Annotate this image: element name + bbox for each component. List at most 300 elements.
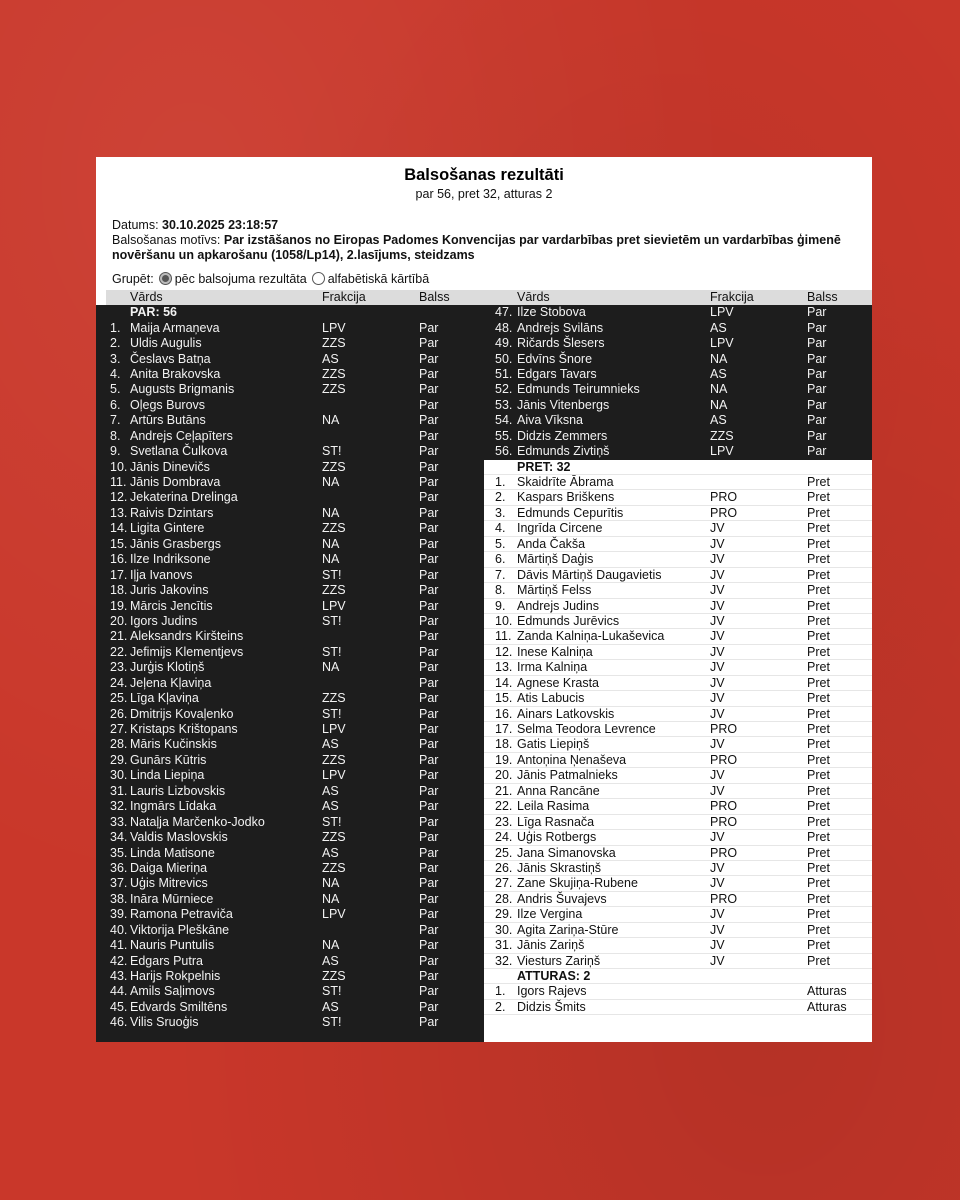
member-faction: ZZS bbox=[322, 860, 346, 875]
member-faction: ZZS bbox=[710, 428, 734, 443]
group-title-text: PAR: 56 bbox=[130, 305, 178, 320]
member-vote: Par bbox=[419, 722, 439, 736]
member-vote: Atturas bbox=[807, 999, 847, 1014]
member-vote: Par bbox=[419, 691, 439, 706]
table-row bbox=[484, 429, 872, 444]
group-label: Grupēt: bbox=[112, 271, 154, 286]
member-faction: ZZS bbox=[322, 752, 346, 767]
table-row bbox=[106, 938, 484, 953]
group-title-text: ATTURAS: 2 bbox=[517, 969, 591, 983]
table-row bbox=[484, 923, 872, 938]
table-row bbox=[484, 367, 872, 382]
radio-by-result-label[interactable]: pēc balsojuma rezultāta bbox=[174, 271, 307, 286]
vote-motive bbox=[112, 233, 856, 263]
table-row bbox=[484, 984, 872, 999]
table-row bbox=[106, 907, 484, 922]
results-column-right bbox=[484, 290, 872, 1015]
member-vote: Par bbox=[807, 366, 827, 381]
member-name: Daiga Mieriņa bbox=[130, 860, 208, 875]
row-number: 7. bbox=[495, 567, 506, 582]
member-name: Agnese Krasta bbox=[517, 675, 599, 690]
row-number: 12. bbox=[495, 644, 513, 659]
member-name: Edmunds Jurēvics bbox=[517, 613, 620, 628]
member-name: Jeļena Kļaviņa bbox=[130, 675, 212, 690]
member-faction: ZZS bbox=[322, 366, 346, 381]
member-name: Irma Kalniņa bbox=[517, 660, 588, 675]
table-row bbox=[484, 537, 872, 552]
row-number: 29. bbox=[495, 907, 513, 922]
table-row bbox=[484, 707, 872, 722]
member-vote: Pret bbox=[807, 490, 830, 505]
member-faction: JV bbox=[710, 876, 725, 891]
member-vote: Par bbox=[419, 752, 439, 767]
row-number: 13. bbox=[495, 660, 513, 675]
row-number: 17. bbox=[495, 722, 513, 736]
member-name: Valdis Maslovskis bbox=[130, 830, 228, 845]
table-row bbox=[106, 521, 484, 536]
member-vote: Par bbox=[419, 938, 439, 953]
row-number: 25. bbox=[110, 691, 128, 706]
member-vote: Pret bbox=[807, 567, 830, 582]
member-name: Didzis Šmits bbox=[517, 999, 586, 1014]
member-vote: Pret bbox=[807, 814, 830, 829]
table-row bbox=[106, 861, 484, 876]
member-name: Harijs Rokpelnis bbox=[130, 969, 221, 983]
member-faction: JV bbox=[710, 536, 725, 551]
par-list-left bbox=[106, 305, 484, 1031]
table-row bbox=[106, 382, 484, 397]
member-name: Antoņina Ņenaševa bbox=[517, 752, 627, 767]
member-vote: Par bbox=[807, 305, 827, 320]
row-number: 38. bbox=[110, 891, 128, 906]
member-vote: Par bbox=[419, 814, 439, 829]
table-row bbox=[106, 444, 484, 459]
member-name: Selma Teodora Levrence bbox=[517, 722, 656, 736]
member-faction: JV bbox=[710, 660, 725, 675]
row-number: 24. bbox=[110, 675, 128, 690]
member-vote: Par bbox=[419, 505, 439, 520]
row-number: 1. bbox=[110, 320, 121, 335]
results-column-left bbox=[106, 290, 484, 1031]
member-name: Andrejs Judins bbox=[517, 598, 599, 613]
member-name: Kaspars Briškens bbox=[517, 490, 615, 505]
member-vote: Par bbox=[419, 336, 439, 351]
row-number: 22. bbox=[110, 644, 128, 659]
member-faction: JV bbox=[710, 783, 725, 798]
table-row bbox=[106, 923, 484, 938]
member-name: Mārcis Jencītis bbox=[130, 598, 213, 613]
member-name: Jana Simanovska bbox=[517, 845, 616, 860]
table-row bbox=[106, 676, 484, 691]
member-faction: PRO bbox=[710, 891, 738, 906]
row-number: 6. bbox=[110, 397, 121, 412]
member-faction: ZZS bbox=[322, 969, 346, 983]
member-vote: Pret bbox=[807, 583, 830, 598]
member-faction: NA bbox=[322, 413, 340, 428]
member-faction: LPV bbox=[710, 444, 734, 459]
member-vote: Par bbox=[419, 1015, 439, 1030]
row-number: 39. bbox=[110, 907, 128, 922]
member-faction: JV bbox=[710, 768, 725, 783]
member-vote: Par bbox=[419, 444, 439, 459]
radio-alphabetical[interactable] bbox=[312, 272, 325, 285]
member-faction: ZZS bbox=[322, 521, 346, 536]
member-faction: AS bbox=[322, 799, 339, 814]
member-name: Ināra Mūrniece bbox=[130, 891, 214, 906]
table-row bbox=[106, 321, 484, 336]
date-value: 30.10.2025 23:18:57 bbox=[162, 218, 279, 232]
member-vote: Par bbox=[419, 366, 439, 381]
member-name: Jānis Grasbergs bbox=[130, 536, 222, 551]
motive-label: Balsošanas motīvs: bbox=[112, 233, 221, 247]
member-vote: Par bbox=[419, 860, 439, 875]
member-vote: Par bbox=[419, 598, 439, 613]
member-faction: NA bbox=[322, 876, 340, 891]
member-name: Iļja Ivanovs bbox=[130, 567, 193, 582]
table-row bbox=[484, 938, 872, 953]
table-row bbox=[106, 876, 484, 891]
row-number: 42. bbox=[110, 953, 128, 968]
table-row bbox=[484, 583, 872, 598]
member-name: Maija Armaņeva bbox=[130, 320, 220, 335]
results-table bbox=[106, 290, 872, 1042]
table-row bbox=[484, 676, 872, 691]
table-row bbox=[106, 737, 484, 752]
group-title bbox=[484, 460, 872, 475]
row-number: 30. bbox=[495, 922, 513, 937]
member-name: Edgars Putra bbox=[130, 953, 203, 968]
table-row bbox=[106, 815, 484, 830]
member-name: Jekaterina Drelinga bbox=[130, 490, 238, 505]
member-faction: JV bbox=[710, 953, 725, 968]
member-name: Nauris Puntulis bbox=[130, 938, 215, 953]
member-vote: Pret bbox=[807, 907, 830, 922]
member-faction: NA bbox=[322, 536, 340, 551]
member-vote: Par bbox=[419, 475, 439, 489]
member-name: Ramona Petraviča bbox=[130, 907, 233, 922]
member-vote: Par bbox=[419, 536, 439, 551]
member-faction: ST! bbox=[322, 814, 342, 829]
row-number: 10. bbox=[495, 613, 513, 628]
member-name: Edmunds Cepurītis bbox=[517, 505, 624, 520]
table-row bbox=[106, 892, 484, 907]
member-vote: Par bbox=[419, 799, 439, 814]
member-vote: Pret bbox=[807, 722, 830, 736]
member-vote: Par bbox=[419, 737, 439, 752]
row-number: 15. bbox=[110, 536, 128, 551]
table-row bbox=[484, 876, 872, 891]
member-name: Dmitrijs Kovaļenko bbox=[130, 706, 234, 721]
table-row bbox=[106, 707, 484, 722]
table-row bbox=[484, 753, 872, 768]
member-name: Svetlana Čulkova bbox=[130, 444, 228, 459]
member-name: Anita Brakovska bbox=[130, 366, 221, 381]
member-name: Česlavs Batņa bbox=[130, 351, 211, 366]
member-name: Leila Rasima bbox=[517, 799, 590, 814]
row-number: 28. bbox=[110, 737, 128, 752]
table-row bbox=[484, 830, 872, 845]
table-row bbox=[484, 799, 872, 814]
member-vote: Par bbox=[419, 984, 439, 999]
member-vote: Par bbox=[419, 953, 439, 968]
row-number: 3. bbox=[110, 351, 121, 366]
member-vote: Par bbox=[419, 552, 439, 567]
row-number: 8. bbox=[110, 428, 121, 443]
member-vote: Par bbox=[807, 397, 827, 412]
table-row bbox=[484, 568, 872, 583]
member-name: Augusts Brigmanis bbox=[130, 382, 235, 397]
row-number: 43. bbox=[110, 969, 128, 983]
row-number: 19. bbox=[110, 598, 128, 613]
member-name: Uģis Mitrevics bbox=[130, 876, 208, 891]
member-vote: Pret bbox=[807, 629, 830, 644]
member-faction: AS bbox=[322, 737, 339, 752]
group-title bbox=[484, 969, 872, 984]
member-faction: ST! bbox=[322, 706, 342, 721]
member-faction: ZZS bbox=[322, 459, 346, 474]
member-vote: Pret bbox=[807, 768, 830, 783]
member-name: Linda Matisone bbox=[130, 845, 215, 860]
member-faction: PRO bbox=[710, 490, 738, 505]
member-vote: Pret bbox=[807, 876, 830, 891]
row-number: 45. bbox=[110, 999, 128, 1014]
member-faction: LPV bbox=[322, 722, 346, 736]
member-vote: Par bbox=[807, 336, 827, 351]
member-faction: NA bbox=[322, 938, 340, 953]
row-number: 35. bbox=[110, 845, 128, 860]
member-name: Edvards Smiltēns bbox=[130, 999, 228, 1014]
member-name: Jānis Dombrava bbox=[130, 475, 221, 489]
table-row bbox=[106, 460, 484, 475]
row-number: 11. bbox=[110, 475, 127, 489]
member-faction: LPV bbox=[710, 305, 734, 320]
member-faction: JV bbox=[710, 938, 725, 953]
row-number: 4. bbox=[495, 521, 506, 536]
member-name: Edmunds Teirumnieks bbox=[517, 382, 640, 397]
row-number: 41. bbox=[110, 938, 128, 953]
table-row bbox=[106, 537, 484, 552]
member-vote: Par bbox=[419, 768, 439, 783]
member-faction: AS bbox=[322, 351, 339, 366]
table-row bbox=[106, 583, 484, 598]
column-header-left bbox=[106, 290, 484, 305]
member-vote: Pret bbox=[807, 860, 830, 875]
member-vote: Par bbox=[419, 891, 439, 906]
table-row bbox=[484, 784, 872, 799]
member-name: Igors Judins bbox=[130, 613, 198, 628]
row-number: 31. bbox=[110, 783, 128, 798]
row-number: 8. bbox=[495, 583, 506, 598]
member-faction: PRO bbox=[710, 799, 738, 814]
member-faction: NA bbox=[710, 397, 728, 412]
row-number: 1. bbox=[495, 984, 506, 999]
member-faction: LPV bbox=[322, 907, 346, 922]
table-row bbox=[484, 444, 872, 459]
row-number: 2. bbox=[495, 999, 506, 1014]
member-faction: JV bbox=[710, 567, 725, 582]
table-row bbox=[106, 429, 484, 444]
row-number: 24. bbox=[495, 830, 513, 845]
row-number: 5. bbox=[110, 382, 121, 397]
member-vote: Pret bbox=[807, 644, 830, 659]
table-row bbox=[106, 753, 484, 768]
table-row bbox=[106, 954, 484, 969]
row-number: 15. bbox=[495, 691, 513, 706]
row-number: 34. bbox=[110, 830, 128, 845]
table-row bbox=[484, 352, 872, 367]
radio-by-result[interactable] bbox=[159, 272, 172, 285]
row-number: 7. bbox=[110, 413, 121, 428]
table-row bbox=[484, 413, 872, 428]
member-name: Artūrs Butāns bbox=[130, 413, 206, 428]
row-number: 26. bbox=[110, 706, 128, 721]
table-row bbox=[106, 413, 484, 428]
table-row bbox=[106, 398, 484, 413]
table-row bbox=[106, 722, 484, 737]
member-name: Māris Kučinskis bbox=[130, 737, 217, 752]
member-faction: NA bbox=[710, 382, 728, 397]
member-name: Edgars Tavars bbox=[517, 366, 597, 381]
member-vote: Pret bbox=[807, 598, 830, 613]
member-vote: Pret bbox=[807, 891, 830, 906]
table-row bbox=[484, 614, 872, 629]
table-row bbox=[106, 490, 484, 505]
table-row bbox=[484, 768, 872, 783]
row-number: 25. bbox=[495, 845, 513, 860]
member-faction: LPV bbox=[322, 598, 346, 613]
member-faction: PRO bbox=[710, 505, 738, 520]
member-vote: Pret bbox=[807, 845, 830, 860]
row-number: 26. bbox=[495, 860, 513, 875]
document-header bbox=[96, 157, 872, 287]
row-number: 33. bbox=[110, 814, 128, 829]
member-faction: PRO bbox=[710, 752, 738, 767]
table-row bbox=[106, 784, 484, 799]
member-name: Līga Kļaviņa bbox=[130, 691, 199, 706]
member-faction: NA bbox=[322, 505, 340, 520]
table-row bbox=[484, 321, 872, 336]
member-faction: LPV bbox=[322, 768, 346, 783]
member-name: Juris Jakovins bbox=[130, 583, 209, 598]
table-row bbox=[106, 768, 484, 783]
table-row bbox=[484, 506, 872, 521]
member-vote: Pret bbox=[807, 737, 830, 752]
member-name: Ligita Gintere bbox=[130, 521, 205, 536]
member-vote: Par bbox=[419, 428, 439, 443]
member-vote: Pret bbox=[807, 953, 830, 968]
table-row bbox=[484, 382, 872, 397]
member-faction: JV bbox=[710, 552, 725, 567]
table-row bbox=[484, 907, 872, 922]
row-number: 40. bbox=[110, 922, 128, 937]
member-name: Andris Šuvajevs bbox=[517, 891, 607, 906]
row-number: 31. bbox=[495, 938, 513, 953]
member-vote: Pret bbox=[807, 691, 830, 706]
member-name: Aleksandrs Kiršteins bbox=[130, 629, 244, 644]
row-number: 3. bbox=[495, 505, 506, 520]
member-name: Inese Kalniņa bbox=[517, 644, 593, 659]
vote-summary: par 56, pret 32, atturas 2 bbox=[415, 187, 553, 201]
member-vote: Pret bbox=[807, 938, 830, 953]
member-faction: AS bbox=[322, 953, 339, 968]
member-vote: Par bbox=[807, 351, 827, 366]
member-name: Agita Zariņa-Stūre bbox=[517, 922, 619, 937]
table-row bbox=[484, 490, 872, 505]
member-name: Gunārs Kūtris bbox=[130, 752, 207, 767]
row-number: 2. bbox=[495, 490, 506, 505]
member-vote: Par bbox=[807, 413, 827, 428]
member-vote: Par bbox=[807, 444, 827, 459]
table-row bbox=[106, 830, 484, 845]
row-number: 5. bbox=[495, 536, 506, 551]
member-vote: Pret bbox=[807, 552, 830, 567]
table-row bbox=[484, 691, 872, 706]
member-faction: NA bbox=[710, 351, 728, 366]
member-vote: Par bbox=[419, 830, 439, 845]
member-name: Andrejs Svilāns bbox=[517, 320, 604, 335]
table-row bbox=[484, 629, 872, 644]
row-number: 55. bbox=[495, 428, 513, 443]
member-name: Raivis Dzintars bbox=[130, 505, 214, 520]
row-number: 6. bbox=[495, 552, 506, 567]
member-faction: ST! bbox=[322, 984, 342, 999]
member-vote: Par bbox=[419, 413, 439, 428]
member-faction: JV bbox=[710, 521, 725, 536]
member-faction: AS bbox=[322, 845, 339, 860]
member-name: Didzis Zemmers bbox=[517, 428, 608, 443]
table-row bbox=[106, 614, 484, 629]
member-name: Atis Labucis bbox=[517, 691, 585, 706]
member-name: Lauris Lizbovskis bbox=[130, 783, 226, 798]
member-faction: JV bbox=[710, 706, 725, 721]
group-title-text: PRET: 32 bbox=[517, 459, 571, 474]
table-row bbox=[484, 846, 872, 861]
table-row bbox=[106, 506, 484, 521]
member-faction: AS bbox=[322, 999, 339, 1014]
group-title bbox=[106, 305, 484, 320]
row-number: 47. bbox=[495, 305, 513, 320]
member-faction: ST! bbox=[322, 567, 342, 582]
member-faction: ZZS bbox=[322, 336, 346, 351]
member-name: Dāvis Mārtiņš Daugavietis bbox=[517, 567, 662, 582]
table-row bbox=[484, 660, 872, 675]
table-row bbox=[106, 969, 484, 984]
member-faction: LPV bbox=[322, 320, 346, 335]
table-row bbox=[106, 660, 484, 675]
member-name: Edmunds Zivtiņš bbox=[517, 444, 610, 459]
pret-atturas-list bbox=[484, 460, 872, 1016]
member-name: Jānis Vitenbergs bbox=[517, 397, 610, 412]
member-faction: AS bbox=[322, 783, 339, 798]
row-number: 18. bbox=[495, 737, 513, 752]
row-number: 46. bbox=[110, 1015, 128, 1030]
member-faction: JV bbox=[710, 629, 725, 644]
member-vote: Par bbox=[807, 320, 827, 335]
row-number: 27. bbox=[495, 876, 513, 891]
radio-alphabetical-label[interactable]: alfabētiskā kārtībā bbox=[327, 271, 430, 286]
member-vote: Pret bbox=[807, 922, 830, 937]
member-faction: JV bbox=[710, 860, 725, 875]
table-row bbox=[484, 892, 872, 907]
member-name: Linda Liepiņa bbox=[130, 768, 205, 783]
table-row bbox=[106, 645, 484, 660]
member-vote: Par bbox=[419, 351, 439, 366]
member-vote: Par bbox=[419, 675, 439, 690]
member-faction: NA bbox=[322, 891, 340, 906]
row-number: 20. bbox=[110, 613, 128, 628]
member-vote: Par bbox=[419, 490, 439, 505]
member-vote: Par bbox=[419, 660, 439, 675]
